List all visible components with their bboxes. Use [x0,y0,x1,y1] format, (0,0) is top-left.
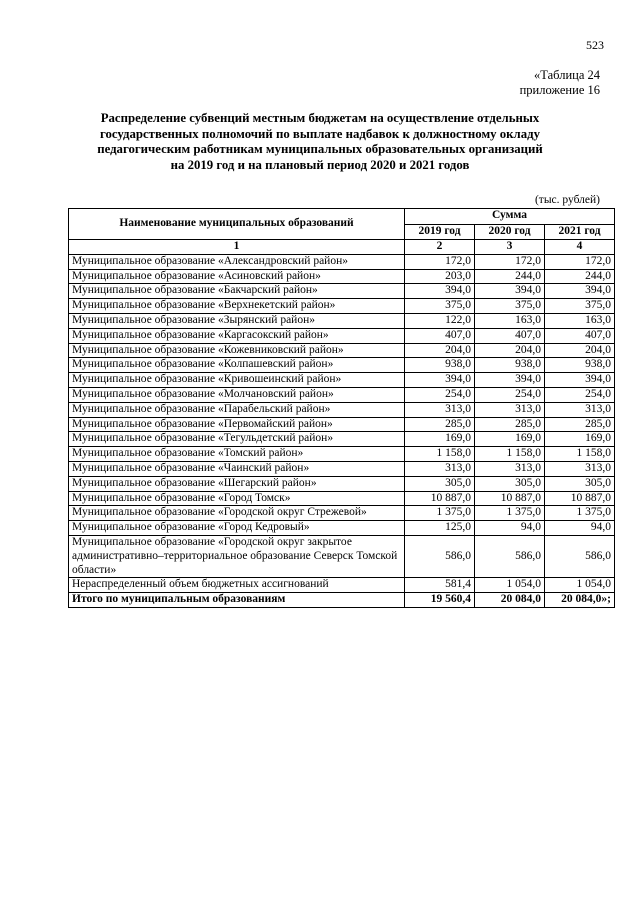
municipality-name: Муниципальное образование «Зырянский район» [69,313,405,328]
municipality-name: Муниципальное образование «Кожевниковский район» [69,343,405,358]
table-row [69,254,615,269]
value-2020: 586,0 [475,535,545,577]
value-2020: 285,0 [475,417,545,432]
municipality-name: Муниципальное образование «Каргасокский район» [69,328,405,343]
value-2020: 394,0 [475,373,545,388]
total-2021: 20 084,0»; [545,593,615,608]
value-2021: 1 375,0 [545,506,615,521]
total-2020: 20 084,0 [475,593,545,608]
table-row [69,269,615,284]
table-row [69,284,615,299]
municipality-name: Муниципальное образование «Город Кедровый» [69,521,405,536]
value-2019: 305,0 [405,476,475,491]
header-2019: 2019 год [405,224,475,240]
value-2019: 204,0 [405,343,475,358]
value-2021: 1 054,0 [545,578,615,593]
table-reference-line-2: приложение 16 [519,83,600,97]
value-2021: 407,0 [545,328,615,343]
value-2021: 313,0 [545,402,615,417]
value-2020: 407,0 [475,328,545,343]
table-row [69,491,615,506]
table-row [69,461,615,476]
municipality-name: Муниципальное образование «Колпашевский район» [69,358,405,373]
municipality-name: Муниципальное образование «Молчановский район» [69,387,405,402]
budget-table [68,208,615,608]
value-2020: 204,0 [475,343,545,358]
title-line-4: на 2019 год и на плановый период 2020 и 2021 годов [170,157,470,172]
value-2019: 586,0 [405,535,475,577]
municipality-name: Муниципальное образование «Чаинский район» [69,461,405,476]
header-2020: 2020 год [475,224,545,240]
value-2021: 285,0 [545,417,615,432]
municipality-name: Муниципальное образование «Бакчарский район» [69,284,405,299]
municipality-name: Муниципальное образование «Городской округ закрытое административно–территориальное образование Северск Томской области» [69,535,405,577]
total-label: Итого по муниципальным образованиям [69,593,405,608]
table-reference-line-1: «Таблица 24 [534,68,600,82]
value-2021: 10 887,0 [545,491,615,506]
page-number: 523 [586,38,604,52]
value-2020: 254,0 [475,387,545,402]
table-row [69,373,615,388]
table-row [69,299,615,314]
column-number: 1 [69,240,405,255]
document-title [60,111,580,173]
value-2020: 394,0 [475,284,545,299]
value-2020: 1 375,0 [475,506,545,521]
value-2020: 1 054,0 [475,578,545,593]
value-2021: 938,0 [545,358,615,373]
value-2019: 313,0 [405,402,475,417]
value-2021: 375,0 [545,299,615,314]
value-2020: 163,0 [475,313,545,328]
value-2021: 313,0 [545,461,615,476]
municipality-name: Муниципальное образование «Кривошеинский район» [69,373,405,388]
value-2019: 203,0 [405,269,475,284]
table-row [69,476,615,491]
value-2019: 254,0 [405,387,475,402]
table-row [69,402,615,417]
title-line-3: педагогическим работникам муниципальных образовательных организаций [97,142,543,157]
value-2021: 305,0 [545,476,615,491]
value-2020: 313,0 [475,402,545,417]
value-2020: 305,0 [475,476,545,491]
value-2019: 10 887,0 [405,491,475,506]
value-2019: 1 375,0 [405,506,475,521]
units-label: (тыс. рублей) [534,194,600,206]
value-2019: 938,0 [405,358,475,373]
table-row [69,313,615,328]
value-2019: 375,0 [405,299,475,314]
value-2019: 394,0 [405,284,475,299]
value-2020: 94,0 [475,521,545,536]
value-2020: 169,0 [475,432,545,447]
table-reference [520,68,600,98]
header-2021: 2021 год [545,224,615,240]
table-row [69,387,615,402]
municipality-name: Муниципальное образование «Асиновский район» [69,269,405,284]
value-2019: 581,4 [405,578,475,593]
table-row [69,578,615,593]
table-row [69,417,615,432]
municipality-name: Муниципальное образование «Александровский район» [69,254,405,269]
municipality-name: Муниципальное образование «Первомайский район» [69,417,405,432]
table-row [69,447,615,462]
value-2019: 172,0 [405,254,475,269]
table-row [69,506,615,521]
value-2020: 375,0 [475,299,545,314]
table-row [69,328,615,343]
value-2019: 125,0 [405,521,475,536]
value-2021: 172,0 [545,254,615,269]
value-2019: 169,0 [405,432,475,447]
value-2021: 394,0 [545,373,615,388]
municipality-name: Муниципальное образование «Верхнекетский район» [69,299,405,314]
municipality-name: Муниципальное образование «Парабельский район» [69,402,405,417]
value-2021: 394,0 [545,284,615,299]
column-number: 3 [475,240,545,255]
column-number: 2 [405,240,475,255]
value-2020: 1 158,0 [475,447,545,462]
value-2020: 10 887,0 [475,491,545,506]
value-2019: 122,0 [405,313,475,328]
title-line-2: государственных полномочий по выплате надбавок к должностному окладу [100,126,540,141]
column-number: 4 [545,240,615,255]
value-2020: 313,0 [475,461,545,476]
value-2019: 394,0 [405,373,475,388]
value-2019: 407,0 [405,328,475,343]
value-2021: 244,0 [545,269,615,284]
table-row [69,432,615,447]
table-row [69,358,615,373]
value-2019: 1 158,0 [405,447,475,462]
total-row [69,593,615,608]
value-2021: 586,0 [545,535,615,577]
value-2021: 1 158,0 [545,447,615,462]
value-2020: 244,0 [475,269,545,284]
value-2019: 313,0 [405,461,475,476]
municipality-name: Муниципальное образование «Городской округ Стрежевой» [69,506,405,521]
municipality-name: Муниципальное образование «Шегарский район» [69,476,405,491]
value-2020: 172,0 [475,254,545,269]
value-2021: 169,0 [545,432,615,447]
table-row [69,343,615,358]
total-2019: 19 560,4 [405,593,475,608]
header-name: Наименование муниципальных образований [69,209,405,240]
header-sum: Сумма [405,209,615,225]
value-2021: 163,0 [545,313,615,328]
value-2020: 938,0 [475,358,545,373]
title-line-1: Распределение субвенций местным бюджетам на осуществление отдельных [100,111,540,125]
value-2021: 254,0 [545,387,615,402]
municipality-name: Муниципальное образование «Томский район» [69,447,405,462]
value-2019: 285,0 [405,417,475,432]
table-row [69,521,615,536]
municipality-name: Муниципальное образование «Город Томск» [69,491,405,506]
municipality-name: Нераспределенный объем бюджетных ассигнований [69,578,405,593]
table-row [69,535,615,577]
municipality-name: Муниципальное образование «Тегульдетский район» [69,432,405,447]
column-numbers-row [69,240,615,255]
value-2021: 204,0 [545,343,615,358]
value-2021: 94,0 [545,521,615,536]
